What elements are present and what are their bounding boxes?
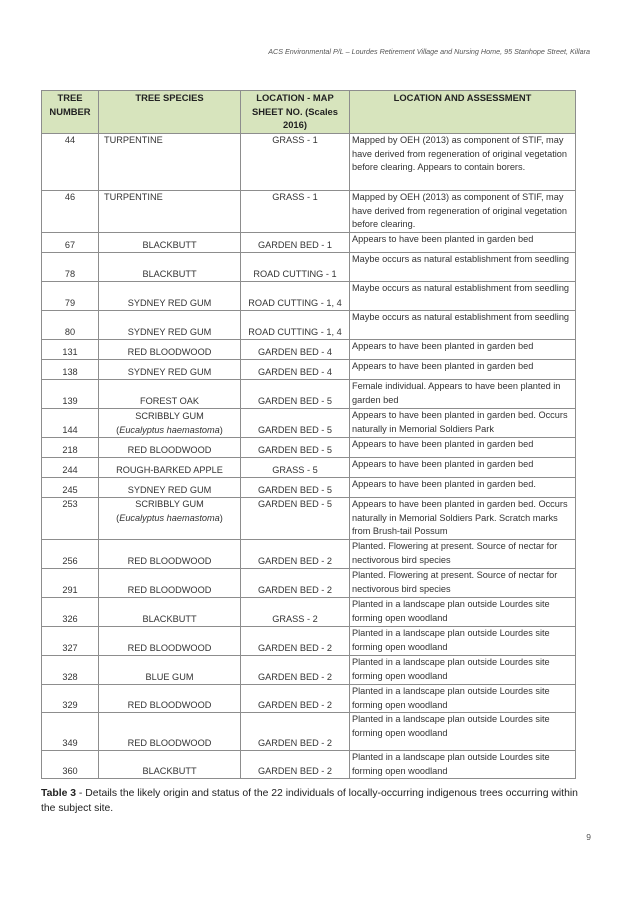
tree-species-cell xyxy=(99,713,241,751)
tree-species-cell xyxy=(99,409,241,438)
location-map-sheet-cell: GARDEN BED - 1 xyxy=(241,233,350,253)
location-assessment-cell: Planted in a landscape plan outside Lourdes site forming open woodland xyxy=(350,751,576,779)
species-common-name: BLACKBUTT xyxy=(142,268,197,279)
species-common-name: RED BLOODWOOD xyxy=(127,444,212,455)
running-header: ACS Environmental P/L – Lourdes Retirement Village and Nursing Home, 95 Stanhope Street, Killara xyxy=(268,47,590,56)
page-number: 9 xyxy=(586,832,591,842)
table-row xyxy=(42,134,576,191)
tree-number-cell: 131 xyxy=(42,340,99,360)
location-assessment-cell: Appears to have been planted in garden bed xyxy=(350,458,576,478)
location-assessment-cell: Appears to have been planted in garden bed xyxy=(350,233,576,253)
location-map-sheet-cell: GARDEN BED - 2 xyxy=(241,751,350,779)
species-common-name: SCRIBBLY GUM xyxy=(135,411,204,421)
species-scientific-wrapper: (Eucalyptus haemastoma) xyxy=(116,424,223,435)
location-map-sheet-cell: GARDEN BED - 2 xyxy=(241,713,350,751)
location-assessment-cell: Planted. Flowering at present. Source of nectar for nectivorous bird species xyxy=(350,569,576,598)
location-map-sheet-cell: GARDEN BED - 4 xyxy=(241,360,350,380)
table-row xyxy=(42,598,576,627)
tree-number-cell: 327 xyxy=(42,627,99,656)
table-row xyxy=(42,685,576,713)
tree-number-cell: 245 xyxy=(42,478,99,498)
header-location-assessment: LOCATION AND ASSESSMENT xyxy=(350,91,576,134)
location-assessment-cell: Female individual. Appears to have been planted in garden bed xyxy=(350,380,576,409)
location-map-sheet-cell: GARDEN BED - 5 xyxy=(241,438,350,458)
tree-species-cell xyxy=(99,656,241,685)
tree-number-cell: 44 xyxy=(42,134,99,191)
species-common-name: SYDNEY RED GUM xyxy=(127,326,212,337)
tree-species-cell xyxy=(99,282,241,311)
table-row xyxy=(42,380,576,409)
table-row xyxy=(42,191,576,233)
location-assessment-cell: Mapped by OEH (2013) as component of STIF, may have derived from regeneration of original vegetation before clearing. xyxy=(350,191,576,233)
table-row xyxy=(42,233,576,253)
location-assessment-cell: Appears to have been planted in garden bed. Occurs naturally in Memorial Soldiers Park xyxy=(350,409,576,438)
caption-text: - Details the likely origin and status of the 22 individuals of locally-occurring indigenous trees occurring within the subject site. xyxy=(41,788,578,814)
species-common-name: SYDNEY RED GUM xyxy=(127,484,212,495)
species-common-name: SYDNEY RED GUM xyxy=(127,366,212,377)
table-row xyxy=(42,253,576,282)
species-common-name: BLACKBUTT xyxy=(142,765,197,776)
tree-species-cell xyxy=(99,134,241,191)
species-common-name: SCRIBBLY GUM xyxy=(135,499,204,509)
tree-number-cell: 326 xyxy=(42,598,99,627)
tree-table xyxy=(41,90,576,779)
table-row xyxy=(42,340,576,360)
location-assessment-cell: Maybe occurs as natural establishment from seedling xyxy=(350,253,576,282)
species-common-name: BLUE GUM xyxy=(145,671,194,682)
species-common-name: RED BLOODWOOD xyxy=(127,642,212,653)
tree-species-cell xyxy=(99,478,241,498)
location-assessment-cell: Appears to have been planted in garden bed xyxy=(350,340,576,360)
location-assessment-cell: Planted. Flowering at present. Source of nectar for nectivorous bird species xyxy=(350,540,576,569)
species-common-name: FOREST OAK xyxy=(139,395,200,406)
tree-number-cell: 144 xyxy=(42,409,99,438)
location-map-sheet-cell: GRASS - 1 xyxy=(241,134,350,191)
table-row xyxy=(42,627,576,656)
table-row xyxy=(42,409,576,438)
location-assessment-cell: Planted in a landscape plan outside Lourdes site forming open woodland xyxy=(350,598,576,627)
table-row xyxy=(42,569,576,598)
location-map-sheet-cell: GARDEN BED - 4 xyxy=(241,340,350,360)
table-row xyxy=(42,478,576,498)
location-map-sheet-cell: GARDEN BED - 5 xyxy=(241,409,350,438)
tree-number-cell: 218 xyxy=(42,438,99,458)
location-assessment-cell: Appears to have been planted in garden bed xyxy=(350,438,576,458)
tree-number-cell: 79 xyxy=(42,282,99,311)
species-scientific-name: Eucalyptus haemastoma xyxy=(119,512,220,523)
location-map-sheet-cell: ROAD CUTTING - 1, 4 xyxy=(241,311,350,340)
species-common-name: BLACKBUTT xyxy=(142,239,197,250)
table-row xyxy=(42,656,576,685)
species-common-name: RED BLOODWOOD xyxy=(127,584,212,595)
location-assessment-cell: Appears to have been planted in garden bed. Occurs naturally in Memorial Soldiers Park. Scratch marks from Brush-tail Possum xyxy=(350,498,576,540)
table-row xyxy=(42,360,576,380)
species-common-name: SYDNEY RED GUM xyxy=(127,297,212,308)
table-row xyxy=(42,751,576,779)
species-scientific-name: Eucalyptus haemastoma xyxy=(119,424,220,435)
tree-number-cell: 328 xyxy=(42,656,99,685)
species-common-name: RED BLOODWOOD xyxy=(127,555,212,566)
tree-species-cell xyxy=(99,253,241,282)
table-row xyxy=(42,498,576,540)
tree-species-cell xyxy=(99,191,241,233)
tree-species-cell xyxy=(99,380,241,409)
tree-species-cell xyxy=(99,627,241,656)
location-assessment-cell: Maybe occurs as natural establishment from seedling xyxy=(350,311,576,340)
location-map-sheet-cell: GARDEN BED - 2 xyxy=(241,656,350,685)
table-row xyxy=(42,311,576,340)
tree-number-cell: 138 xyxy=(42,360,99,380)
table-body xyxy=(42,134,576,779)
tree-species-cell xyxy=(99,751,241,779)
tree-species-cell xyxy=(99,360,241,380)
tree-number-cell: 360 xyxy=(42,751,99,779)
location-map-sheet-cell: ROAD CUTTING - 1, 4 xyxy=(241,282,350,311)
table-row xyxy=(42,282,576,311)
tree-species-cell xyxy=(99,438,241,458)
location-assessment-cell: Appears to have been planted in garden bed xyxy=(350,360,576,380)
species-common-name: TURPENTINE xyxy=(104,135,163,145)
header-tree-number: TREE NUMBER xyxy=(42,91,99,134)
table-row xyxy=(42,458,576,478)
location-map-sheet-cell: GARDEN BED - 5 xyxy=(241,478,350,498)
tree-number-cell: 253 xyxy=(42,498,99,540)
location-assessment-cell: Planted in a landscape plan outside Lourdes site forming open woodland xyxy=(350,713,576,751)
tree-species-cell xyxy=(99,458,241,478)
tree-species-cell xyxy=(99,540,241,569)
table-row xyxy=(42,713,576,751)
species-common-name: RED BLOODWOOD xyxy=(127,346,212,357)
tree-number-cell: 291 xyxy=(42,569,99,598)
location-assessment-cell: Planted in a landscape plan outside Lourdes site forming open woodland xyxy=(350,627,576,656)
location-map-sheet-cell: GRASS - 2 xyxy=(241,598,350,627)
location-map-sheet-cell: GARDEN BED - 2 xyxy=(241,627,350,656)
location-map-sheet-cell: GARDEN BED - 2 xyxy=(241,569,350,598)
species-common-name: RED BLOODWOOD xyxy=(127,699,212,710)
tree-species-cell xyxy=(99,498,241,540)
location-map-sheet-cell: GARDEN BED - 5 xyxy=(241,498,350,540)
header-location-map-sheet: LOCATION - MAP SHEET NO. (Scales 2016) xyxy=(241,91,350,134)
tree-number-cell: 329 xyxy=(42,685,99,713)
table-row xyxy=(42,540,576,569)
location-map-sheet-cell: GRASS - 1 xyxy=(241,191,350,233)
tree-number-cell: 244 xyxy=(42,458,99,478)
tree-number-cell: 46 xyxy=(42,191,99,233)
tree-species-cell xyxy=(99,340,241,360)
location-map-sheet-cell: GARDEN BED - 2 xyxy=(241,540,350,569)
tree-species-cell xyxy=(99,311,241,340)
tree-species-cell xyxy=(99,233,241,253)
tree-species-cell xyxy=(99,598,241,627)
table-header-row xyxy=(42,91,576,134)
location-map-sheet-cell: GARDEN BED - 2 xyxy=(241,685,350,713)
species-common-name: BLACKBUTT xyxy=(142,613,197,624)
location-assessment-cell: Maybe occurs as natural establishment from seedling xyxy=(350,282,576,311)
header-tree-species: TREE SPECIES xyxy=(99,91,241,134)
species-common-name: RED BLOODWOOD xyxy=(127,737,212,748)
tree-number-cell: 139 xyxy=(42,380,99,409)
tree-number-cell: 256 xyxy=(42,540,99,569)
location-assessment-cell: Planted in a landscape plan outside Lourdes site forming open woodland xyxy=(350,656,576,685)
species-common-name: ROUGH-BARKED APPLE xyxy=(116,464,223,475)
tree-number-cell: 80 xyxy=(42,311,99,340)
location-map-sheet-cell: GARDEN BED - 5 xyxy=(241,380,350,409)
location-map-sheet-cell: GRASS - 5 xyxy=(241,458,350,478)
table-row xyxy=(42,438,576,458)
species-common-name: TURPENTINE xyxy=(104,192,163,202)
caption-label: Table 3 xyxy=(41,788,77,799)
species-scientific-wrapper: (Eucalyptus haemastoma) xyxy=(116,512,223,523)
location-assessment-cell: Appears to have been planted in garden bed. xyxy=(350,478,576,498)
tree-species-cell xyxy=(99,685,241,713)
location-map-sheet-cell: ROAD CUTTING - 1 xyxy=(241,253,350,282)
tree-number-cell: 78 xyxy=(42,253,99,282)
tree-species-cell xyxy=(99,569,241,598)
location-assessment-cell: Mapped by OEH (2013) as component of STIF, may have derived from regeneration of original vegetation before clearing. Appears to contain borers. xyxy=(350,134,576,191)
tree-number-cell: 67 xyxy=(42,233,99,253)
location-assessment-cell: Planted in a landscape plan outside Lourdes site forming open woodland xyxy=(350,685,576,713)
tree-number-cell: 349 xyxy=(42,713,99,751)
table-caption xyxy=(41,786,581,816)
